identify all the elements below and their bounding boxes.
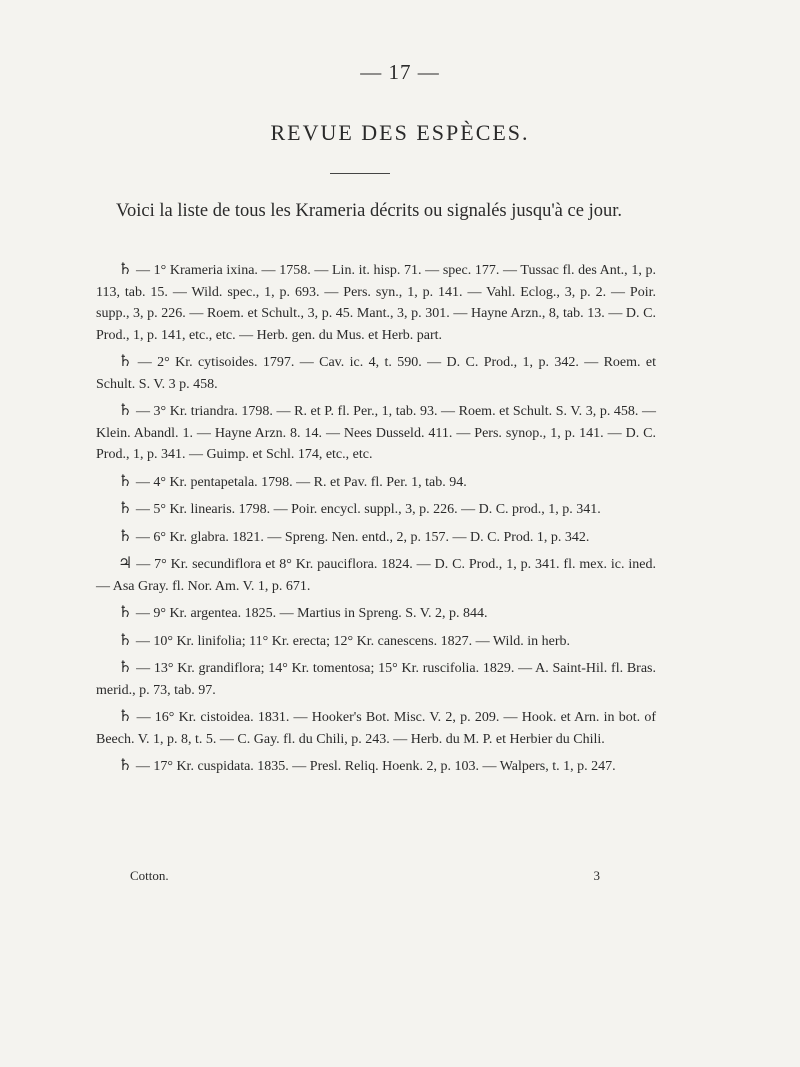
- signature-mark: 3: [593, 868, 600, 883]
- saturn-symbol-icon: ♄: [118, 657, 133, 676]
- intro-paragraph: Voici la liste de tous les Krameria décrits ou signalés jusqu'à ce jour.: [116, 201, 622, 221]
- saturn-symbol-icon: ♄: [118, 525, 133, 545]
- jupiter-symbol-icon: ♃: [118, 553, 133, 572]
- page-number: — 17 —: [360, 60, 440, 84]
- species-entry: [96, 497, 656, 521]
- saturn-symbol-icon: ♄: [118, 629, 133, 649]
- saturn-symbol-icon: ♄: [118, 351, 133, 370]
- species-entry: [96, 470, 656, 494]
- species-entry: [96, 629, 656, 653]
- saturn-symbol-icon: ♄: [118, 400, 133, 419]
- saturn-symbol-icon: ♄: [118, 755, 133, 774]
- species-entry: [96, 258, 656, 346]
- page-title: REVUE DES ESPÈCES.: [270, 120, 530, 145]
- species-entry-text: — 6° Kr. glabra. 1821. — Spreng. Nen. entd., 2, p. 157. — D. C. Prod. 1, p. 342.: [135, 529, 590, 545]
- species-entry-text: — 10° Kr. linifolia; 11° Kr. erecta; 12° Kr. canescens. 1827. — Wild. in herb.: [135, 633, 571, 649]
- species-list: [96, 258, 656, 782]
- species-entry-text: — 9° Kr. argentea. 1825. — Martius in Spreng. S. V. 2, p. 844.: [135, 606, 488, 621]
- species-entry-text: — 7° Kr. secundiflora et 8° Kr. pauciflora. 1824. — D. C. Prod., 1, p. 341. fl. mex. ic. ined. — Asa Gray. fl. Nor. Am. V. 1, p. 671.: [96, 557, 657, 594]
- footer-author: Cotton.: [130, 868, 169, 883]
- species-entry: [96, 601, 656, 625]
- species-entry-text: — 2° Kr. cytisoides. 1797. — Cav. ic. 4, t. 590. — D. C. Prod., 1, p. 342. — Roem. et Schult. S. V. 3 p. 458.: [96, 355, 657, 392]
- saturn-symbol-icon: ♄: [118, 259, 133, 278]
- species-entry-text: — 3° Kr. triandra. 1798. — R. et P. fl. Per., 1, tab. 93. — Roem. et Schult. S. V. 3, p. 458. — Klein. Abandl. 1. — Hayne Arzn. 8. 14. — Nees Dusseld. 411. — Pers. synop., 1, p. 141. — D. C. Prod., 1, p. 341. — Guimp. et Schl. 174, etc., etc.: [96, 404, 657, 462]
- species-entry-text: — 13° Kr. grandiflora; 14° Kr. tomentosa; 15° Kr. ruscifolia. 1829. — A. Saint-Hil. fl. Bras. merid., p. 73, tab. 97.: [96, 661, 656, 698]
- page-footer: [130, 868, 600, 884]
- species-entry: [96, 754, 656, 778]
- species-entry: [96, 705, 656, 750]
- species-entry: [96, 350, 656, 395]
- species-entry: [96, 399, 656, 466]
- species-entry: [96, 525, 656, 549]
- saturn-symbol-icon: ♄: [118, 602, 133, 621]
- species-entry-text: — 17° Kr. cuspidata. 1835. — Presl. Reliq. Hoenk. 2, p. 103. — Walpers, t. 1, p. 247.: [135, 759, 616, 774]
- saturn-symbol-icon: ♄: [118, 706, 133, 725]
- title-rule: [330, 173, 390, 174]
- species-entry: [96, 656, 656, 701]
- species-entry-text: — 1° Krameria ixina. — 1758. — Lin. it. hisp. 71. — spec. 177. — Tussac fl. des Ant., 1, p. 113, tab. 15. — Wild. spec., 1, p. 693. — Pers. syn., 1, p. 141. — Vahl. Eclog., 3, p. 2. — Poir. supp., 3, p. 226. — Roem. et Schult., 3, p. 45. Mant., 3, p. 301. — Hayne Arzn., 8, tab. 13. — D. C. Prod., 1, p. 141, etc., etc. — Herb. gen. du Mus. et Herb. part.: [96, 263, 656, 343]
- species-entry-text: — 4° Kr. pentapetala. 1798. — R. et Pav. fl. Per. 1, tab. 94.: [135, 474, 467, 490]
- saturn-symbol-icon: ♄: [118, 470, 133, 490]
- species-entry: [96, 552, 656, 597]
- species-entry-text: — 5° Kr. linearis. 1798. — Poir. encycl. suppl., 3, p. 226. — D. C. prod., 1, p. 341.: [135, 502, 601, 517]
- species-entry-text: — 16° Kr. cistoidea. 1831. — Hooker's Bot. Misc. V. 2, p. 209. — Hook. et Arn. in bot. of Beech. V. 1, p. 8, t. 5. — C. Gay. fl. du Chili, p. 243. — Herb. du M. P. et Herbier du Chili.: [96, 710, 657, 747]
- saturn-symbol-icon: ♄: [118, 498, 133, 517]
